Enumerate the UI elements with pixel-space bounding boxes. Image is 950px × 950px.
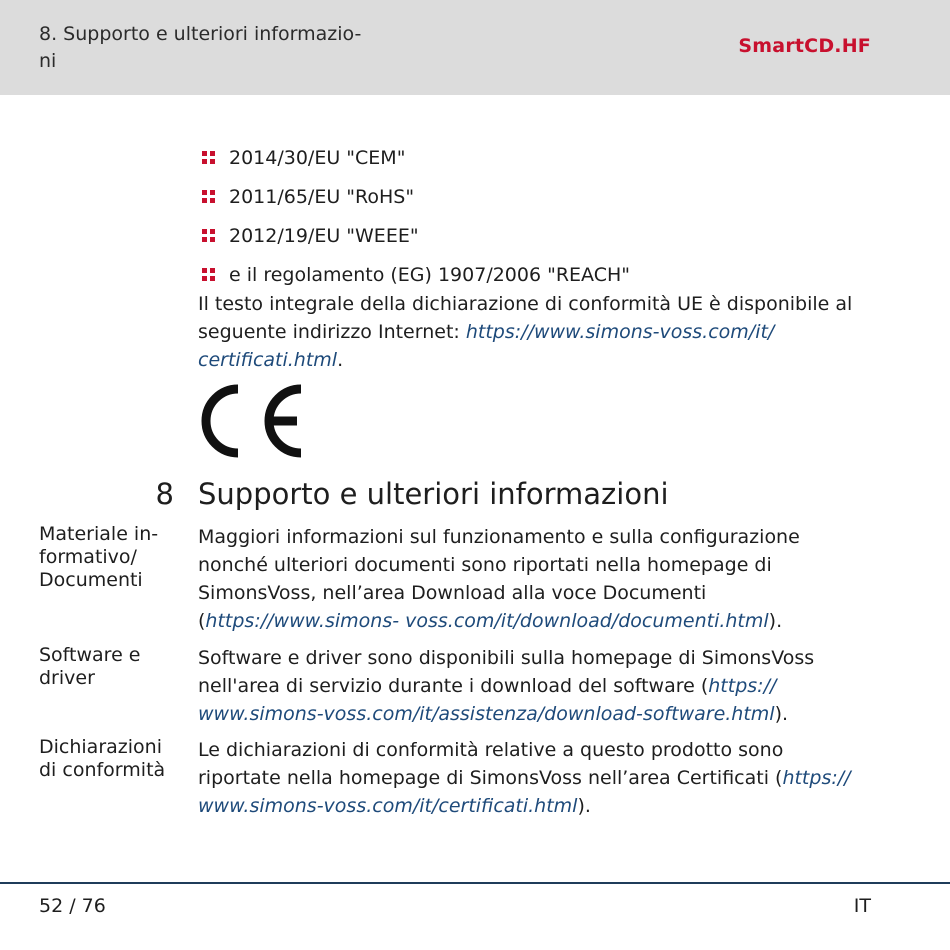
side-label-software: Software e driver [39, 644, 141, 689]
list-item [202, 255, 630, 294]
page-number: 52 / 76 [39, 895, 106, 917]
info-paragraph-documents [198, 523, 868, 635]
directive-list [202, 138, 630, 294]
language-code: IT [853, 895, 871, 917]
header-product-name: SmartCD.HF [738, 35, 871, 57]
header-chapter-title: 8. Supporto e ulteriori informazio- ni [39, 23, 362, 72]
declaration-paragraph [198, 290, 868, 374]
info-text: Software e driver sono disponibili sulla homepage di SimonsVoss nell'area di servizio durante i download del software ( [198, 647, 815, 697]
info-text: Le dichiarazioni di conformità relative a questo prodotto sono riportate nella homepage di SimonsVoss nell’area Certificati ( [198, 739, 784, 789]
list-item [202, 216, 630, 255]
section-title: Supporto e ulteriori informazioni [198, 477, 669, 511]
declaration-end: . [337, 349, 344, 371]
software-link[interactable]: https:// www.simons-voss.com/it/assistenza/download-software.html [198, 675, 777, 725]
list-item-text: 2014/30/EU "CEM" [229, 146, 406, 169]
info-paragraph-declarations [198, 736, 868, 820]
info-text: Maggiori informazioni sul funzionamento e sulla configurazione nonché ulteriori documenti sono riportati nella homepage di SimonsVoss, nell’area Download alla voce Documenti ( [198, 526, 800, 632]
footer-divider [0, 882, 950, 884]
list-item-text: 2012/19/EU "WEEE" [229, 224, 419, 247]
documents-link[interactable]: https://www.simons- voss.com/it/download/documenti.html [205, 610, 769, 632]
bullet-square-icon [202, 268, 215, 281]
section-number: 8 [155, 477, 174, 511]
list-item-text: 2011/65/EU "RoHS" [229, 185, 415, 208]
info-end: ). [774, 703, 789, 725]
bullet-square-icon [202, 151, 215, 164]
certificates-link[interactable]: https:// www.simons-voss.com/it/certificati.html [198, 767, 851, 817]
ce-mark-icon [197, 380, 307, 462]
list-item-text: e il regolamento (EG) 1907/2006 "REACH" [229, 263, 631, 286]
side-label-documents: Materiale in- formativo/ Documenti [39, 523, 159, 591]
declaration-text: Il testo integrale della dichiarazione di conformità UE è disponibile al seguente indirizzo Internet: [198, 293, 853, 343]
list-item [202, 177, 630, 216]
page-header [0, 0, 950, 95]
info-paragraph-software [198, 644, 868, 728]
info-end: ). [577, 795, 591, 817]
bullet-square-icon [202, 190, 215, 203]
declaration-link[interactable]: https://www.simons-voss.com/it/ certificati.html [198, 321, 775, 371]
list-item [202, 138, 630, 177]
info-end: ). [768, 610, 783, 632]
bullet-square-icon [202, 229, 215, 242]
side-label-declarations: Dichiarazioni di conformità [39, 736, 166, 781]
